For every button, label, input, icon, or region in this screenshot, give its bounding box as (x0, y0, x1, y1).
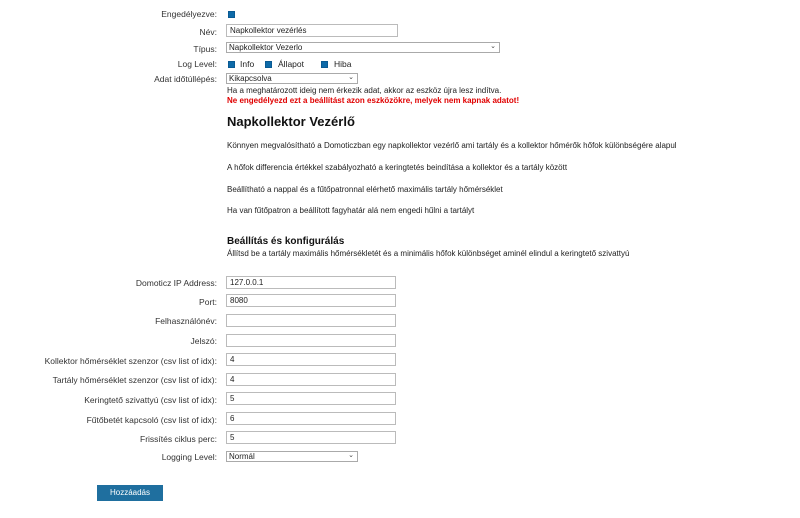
plugin-title: Napkollektor Vezérlő (227, 114, 355, 129)
type-select[interactable] (226, 42, 500, 53)
enabled-checkbox[interactable] (228, 11, 235, 18)
description-paragraph: Ha van fűtőpatron a beállított fagyhatár alá nem engedi hűlni a tartályt (227, 206, 475, 215)
config-title: Beállítás és konfigurálás (227, 236, 345, 247)
name-label: Név: (199, 27, 217, 37)
field-label: Port: (199, 297, 217, 307)
logging-level-select[interactable] (226, 451, 358, 462)
tank-sensor-input[interactable]: 4 (226, 373, 396, 386)
password-input[interactable] (226, 334, 396, 347)
ip-address-input[interactable]: 127.0.0.1 (226, 276, 396, 289)
timeout-label: Adat időtúllépés: (154, 74, 217, 84)
log-error-label: Hiba (334, 59, 352, 69)
add-button[interactable]: Hozzáadás (97, 485, 163, 501)
collector-sensor-input[interactable]: 4 (226, 353, 396, 366)
username-input[interactable] (226, 314, 396, 327)
type-select-value: Napkollektor Vezerlo (229, 43, 303, 52)
logging-level-value: Normál (229, 452, 255, 461)
log-error-checkbox[interactable] (321, 61, 328, 68)
field-label: Domoticz IP Address: (135, 278, 217, 288)
chevron-down-icon: ⌄ (348, 452, 354, 459)
port-input[interactable]: 8080 (226, 294, 396, 307)
logging-level-label: Logging Level: (161, 452, 217, 462)
description-paragraph: Beállítható a nappal és a fűtőpatronnal elérhető maximális tartály hőmérséklet (227, 185, 503, 194)
description-paragraph: Könnyen megvalósítható a Domoticzban egy napkollektor vezérlő ami tartály és a kollektor hőmérők hőfok különbségére alapul (227, 141, 677, 150)
field-label: Frissítés ciklus perc: (140, 434, 217, 444)
timeout-warning: Ne engedélyezd ezt a beállítást azon eszközökre, melyek nem kapnak adatot! (227, 96, 520, 105)
enabled-label: Engedélyezve: (161, 9, 217, 19)
name-input[interactable]: Napkollektor vezérlés (226, 24, 398, 37)
field-label: Fűtőbetét kapcsoló (csv list of idx): (86, 415, 217, 425)
type-label: Típus: (193, 44, 217, 54)
timeout-select-value: Kikapcsolva (229, 74, 272, 83)
log-status-label: Állapot (278, 59, 304, 69)
log-info-label: Info (240, 59, 255, 69)
log-status-checkbox[interactable] (265, 61, 272, 68)
config-subtitle: Állítsd be a tartály maximális hőmérsékletét és a minimális hőfok különbséget aminél elindul a keringtető szivattyú (227, 249, 630, 258)
field-label: Keringtető szivattyú (csv list of idx): (84, 395, 217, 405)
chevron-down-icon: ⌄ (490, 43, 496, 50)
timeout-select[interactable] (226, 73, 358, 84)
pump-input[interactable]: 5 (226, 392, 396, 405)
heater-switch-input[interactable]: 6 (226, 412, 396, 425)
refresh-cycle-input[interactable]: 5 (226, 431, 396, 444)
log-level-label: Log Level: (177, 59, 217, 69)
field-label: Felhasználónév: (155, 316, 217, 326)
field-label: Kollektor hőmérséklet szenzor (csv list of idx): (44, 356, 217, 366)
log-info-checkbox[interactable] (228, 61, 235, 68)
timeout-note: Ha a meghatározott ideig nem érkezik adat, akkor az eszköz újra lesz indítva. (227, 86, 502, 95)
chevron-down-icon: ⌄ (348, 74, 354, 81)
field-label: Jelszó: (190, 336, 217, 346)
description-paragraph: A hőfok differencia értékkel szabályozható a keringtetés beindítása a kollektor és a tartály között (227, 163, 568, 172)
field-label: Tartály hőmérséklet szenzor (csv list of idx): (52, 375, 217, 385)
